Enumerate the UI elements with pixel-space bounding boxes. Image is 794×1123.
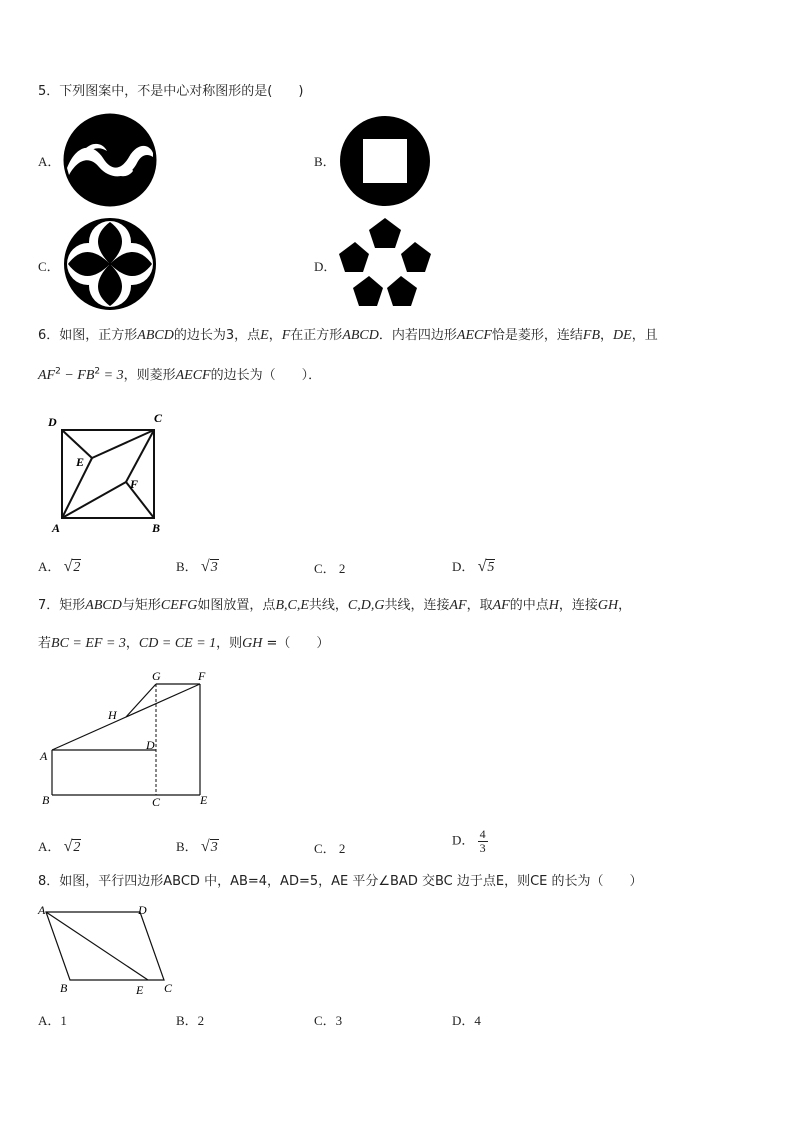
q7-expr: CD = CE = 1 xyxy=(138,636,217,651)
q8-option-b: B．2 xyxy=(176,1013,205,1028)
q7-rectangles-figure xyxy=(36,668,226,810)
q6-expr: = 3 xyxy=(100,368,124,383)
q6-stem-line2 xyxy=(38,368,321,384)
q6-var: AECF xyxy=(175,368,211,383)
q6-var: E xyxy=(260,328,269,343)
q7-text: 共线， xyxy=(308,598,348,613)
q6-text: 的边长为（ ）． xyxy=(210,368,322,383)
q6-number: 3 xyxy=(225,328,235,343)
circle-square-icon xyxy=(339,115,431,207)
q7-text: 与矩形 xyxy=(121,598,161,613)
q6-var: ABCD xyxy=(137,328,174,343)
q6-text: ， xyxy=(600,328,614,343)
q8-parallelogram-figure xyxy=(36,900,186,1000)
q7-label-H: H xyxy=(108,708,117,722)
option-label: C． xyxy=(314,561,336,576)
q6-option-b xyxy=(176,556,219,576)
q6-exponent: 2 xyxy=(55,366,61,377)
sqrt-arg: 3 xyxy=(210,560,218,575)
option-label: C． xyxy=(314,841,336,856)
q5-option-c-label: C． xyxy=(38,259,60,274)
option-label: B． xyxy=(176,839,198,854)
option-label: A． xyxy=(38,559,61,574)
q7-text: 如图放置，点 xyxy=(197,598,276,613)
sqrt-value: √2 xyxy=(63,838,81,855)
q7-text: ，连接 xyxy=(558,598,598,613)
sqrt-value: √3 xyxy=(200,558,218,575)
q6-option-d xyxy=(452,556,495,576)
q6-label-C: C xyxy=(154,411,163,425)
q6-label-E: E xyxy=(76,455,85,469)
q6-option-a xyxy=(38,556,81,576)
q7-stem-line2 xyxy=(38,636,329,652)
q8-label-B: B xyxy=(60,981,68,995)
q7-text: =（ ） xyxy=(262,636,330,651)
five-pentagon-icon xyxy=(339,216,431,308)
option-label: D． xyxy=(452,559,475,574)
q7-text: 共线，连接 xyxy=(384,598,450,613)
q8-label-D: D xyxy=(138,903,147,917)
q7-expr: BC = EF = 3 xyxy=(51,636,126,651)
option-value: 2 xyxy=(338,561,346,576)
q7-label-A: A xyxy=(40,749,48,763)
q8-option-a: A．1 xyxy=(38,1013,67,1028)
q7-stem-line1 xyxy=(38,598,631,614)
q7-label-G: G xyxy=(152,669,161,683)
q5-option-d-label: D． xyxy=(314,259,337,274)
q5-option-b-label: B． xyxy=(314,154,336,169)
q6-exponent: 2 xyxy=(94,366,101,377)
q5-stem: 5．下列图案中，不是中心对称图形的是( ) xyxy=(38,84,304,99)
q6-text: ，点 xyxy=(234,328,261,343)
q6-label-B: B xyxy=(152,521,161,534)
q6-text: 恰是菱形，连结 xyxy=(491,328,583,343)
q7-label-C: C xyxy=(152,795,161,809)
sqrt-value: √2 xyxy=(63,558,81,575)
fraction-value xyxy=(478,828,488,855)
q6-text: ，且 xyxy=(631,328,658,343)
q7-var: AF xyxy=(449,598,467,613)
q7-var: CEFG xyxy=(160,598,198,613)
yin-yang-wave-icon xyxy=(63,113,157,207)
q7-option-b xyxy=(176,836,219,856)
q7-expr: GH xyxy=(242,636,263,651)
sqrt-arg: 2 xyxy=(73,560,81,575)
q6-label-D: D xyxy=(48,415,57,429)
option-label: A． xyxy=(38,839,61,854)
q8-label-A: A xyxy=(38,903,46,917)
q7-var: AF xyxy=(492,598,510,613)
q6-text: 的边长为 xyxy=(173,328,226,343)
q6-expr: − FB xyxy=(60,368,95,383)
q7-text: ， xyxy=(125,636,139,651)
q7-option-c xyxy=(314,838,345,857)
q7-var: C,D,G xyxy=(347,598,385,613)
q7-text: ，取 xyxy=(466,598,493,613)
q5-option-a-label: A． xyxy=(38,154,61,169)
option-label: B． xyxy=(176,559,198,574)
q6-label-F: F xyxy=(130,477,139,491)
q7-text: 的中点 xyxy=(509,598,549,613)
q7-label-B: B xyxy=(42,793,50,807)
q6-var: FB xyxy=(582,328,601,343)
q6-var: DE xyxy=(613,328,632,343)
q6-var: AECF xyxy=(456,328,492,343)
four-petal-icon xyxy=(64,218,156,310)
q7-text: ，则 xyxy=(216,636,243,651)
q7-var: H xyxy=(548,598,559,613)
option-value: 2 xyxy=(338,841,346,856)
option-label: D． xyxy=(452,832,475,848)
sqrt-arg: 2 xyxy=(73,840,81,855)
q7-text: ， xyxy=(618,598,632,613)
q7-text: 7．矩形 xyxy=(38,598,86,613)
q6-var: ABCD xyxy=(342,328,379,343)
q6-var: F xyxy=(281,328,291,343)
q7-var: B,C,E xyxy=(275,598,309,613)
q7-label-E: E xyxy=(200,793,208,807)
q6-expr: AF xyxy=(38,368,56,383)
q6-stem-line1 xyxy=(38,328,658,344)
q7-label-D: D xyxy=(146,738,155,752)
q6-option-c xyxy=(314,558,345,577)
q7-text: 若 xyxy=(38,636,52,651)
fraction-denominator: 3 xyxy=(479,841,486,855)
q7-option-a xyxy=(38,836,81,856)
q6-text: ．内若四边形 xyxy=(378,328,457,343)
q6-text: 在正方形 xyxy=(290,328,343,343)
q8-stem: 8．如图，平行四边形ABCD 中，AB=4，AD=5，AE 平分∠BAD 交BC 边于点E，则CE 的长为（ ） xyxy=(38,874,643,889)
fraction-numerator: 4 xyxy=(479,827,486,841)
q6-text: 6．如图，正方形 xyxy=(38,328,138,343)
q6-text: ，则菱形 xyxy=(123,368,176,383)
q7-label-F: F xyxy=(198,669,206,683)
sqrt-value: √3 xyxy=(200,838,218,855)
q7-var: GH xyxy=(597,598,619,613)
sqrt-arg: 5 xyxy=(487,560,495,575)
sqrt-value: √5 xyxy=(477,558,495,575)
q7-option-d xyxy=(452,828,488,855)
q7-var: ABCD xyxy=(85,598,122,613)
q8-label-C: C xyxy=(164,981,173,995)
q6-square-figure xyxy=(44,408,174,534)
q6-text: ， xyxy=(268,328,282,343)
q8-label-E: E xyxy=(136,983,144,997)
q8-option-d: D．4 xyxy=(452,1013,481,1028)
sqrt-arg: 3 xyxy=(210,840,218,855)
q8-option-c: C．3 xyxy=(314,1013,343,1028)
q6-label-A: A xyxy=(52,521,61,534)
